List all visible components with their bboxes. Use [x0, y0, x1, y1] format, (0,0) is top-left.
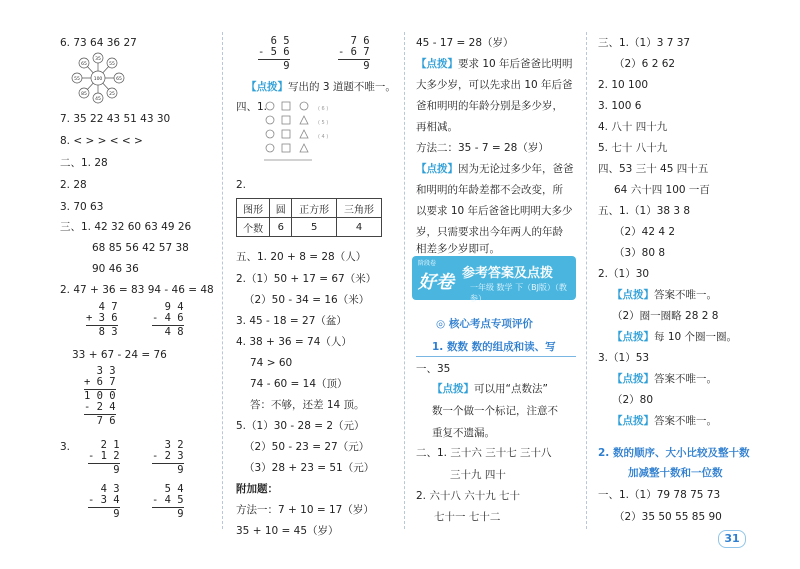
answer-line: 3. 45 - 18 = 27（盆）	[236, 315, 347, 327]
answer-line: （3）28 + 23 = 51（元）	[244, 462, 375, 474]
svg-text:( 6 ): ( 6 )	[318, 106, 329, 112]
answer-line: 方法一：7 + 10 = 17（岁）	[236, 504, 374, 516]
tip-label: 【点拨】	[416, 163, 458, 175]
tip-line: 【点拨】要求 10 年后爸爸比明明	[416, 58, 573, 70]
answer-line: 五、1.（1）38 3 8	[598, 205, 691, 217]
vertical-calc: 6 5 - 5 6 9	[258, 35, 290, 72]
tip-line: 以要求 10 年后爸爸比明明大多少	[416, 205, 573, 217]
web-node: 35	[95, 57, 101, 62]
answer-line: 一、1.（1）79 78 75 73	[598, 489, 721, 501]
answer-line: 74 > 60	[250, 357, 293, 369]
banner-subtitle: 一年级 数学 下（BJ版）（教参）	[470, 283, 567, 303]
tip-line: 【点拨】因为无论过多少年，爸爸	[416, 163, 574, 175]
svg-text:( 5 ): ( 5 )	[318, 120, 329, 126]
tip-line: 重复不遗漏。	[432, 427, 495, 439]
table-cell: 个数	[237, 218, 270, 237]
answer-line: 2. 六十八 六十九 七十	[416, 490, 521, 502]
subsection-heading: 加减整十数和一位数	[628, 467, 723, 479]
answer-line: （2）42 4 2	[614, 226, 676, 238]
tip-line: 和明明的年龄差都不会改变，所	[416, 184, 563, 196]
answer-line: （2）50 - 34 = 16（米）	[244, 294, 370, 306]
extra-heading: 附加题：	[236, 483, 278, 495]
answer-line: （2）50 - 23 = 27（元）	[244, 441, 370, 453]
divider	[416, 356, 576, 357]
vertical-calc: 7 6 - 6 7 9	[338, 35, 370, 72]
answer-line: 2. 47 + 36 = 83 94 - 46 = 48	[60, 284, 214, 296]
tip-line: 大多少岁，可以先求出 10 年后爸	[416, 79, 573, 91]
vertical-calc: 3 3 + 6 7 1 0 0 - 2 4 7 6	[84, 365, 116, 427]
answer-line: 四、1.	[236, 101, 268, 113]
answer-line: 3. 70 63	[60, 201, 104, 213]
answer-line: 45 - 17 = 28（岁）	[416, 37, 514, 49]
tip-label: 【点拨】	[246, 81, 288, 93]
tip-line: 【点拨】答案不唯一。	[612, 373, 717, 385]
answer-line: （2）圈一圈略 28 2 8	[612, 310, 719, 322]
tip-line: 【点拨】可以用“点数法”	[432, 383, 548, 395]
table-cell: 6	[270, 218, 292, 237]
tip-line: 再相减。	[416, 121, 458, 133]
answer-line: 2.	[236, 179, 247, 191]
answer-line: 35 + 10 = 45（岁）	[236, 525, 339, 537]
table-header: 三角形	[337, 199, 382, 218]
answer-line: 3.	[60, 441, 71, 453]
answer-line: 答：不够，还差 14 顶。	[250, 399, 365, 411]
table-header: 圆	[270, 199, 292, 218]
tip-line: 【点拨】答案不唯一。	[612, 289, 717, 301]
answer-line: （2）35 50 55 85 90	[614, 511, 722, 523]
table-header: 图形	[237, 199, 270, 218]
svg-text:( 4 ): ( 4 )	[318, 134, 329, 140]
answer-line: 8. < > > < < >	[60, 135, 143, 147]
answer-line: 3. 100 6	[598, 100, 642, 112]
web-node: 25	[109, 92, 115, 97]
section-heading: ◎ 核心考点专项评价	[436, 318, 533, 330]
answer-line: 七十一 七十二	[434, 511, 501, 523]
answer-line: 68 85 56 42 57 38	[92, 242, 189, 254]
tip-line: 【点拨】写出的 3 道题不唯一。	[246, 81, 396, 93]
vertical-calc: 5 4 - 4 5 9	[152, 483, 184, 520]
answer-line: 3.（1）53	[598, 352, 650, 364]
tip-label: 【点拨】	[432, 383, 474, 395]
web-center: 100	[93, 77, 103, 82]
table-header: 正方形	[292, 199, 337, 218]
answer-line: 四、53 三十 45 四十五	[598, 163, 709, 175]
answer-line: 5. 七十 八十九	[598, 142, 668, 154]
count-table	[236, 198, 382, 237]
answer-line: 三、1. 42 32 60 63 49 26	[60, 221, 192, 233]
page-number: 31	[718, 530, 746, 548]
answer-line: （2）80	[612, 394, 654, 406]
answer-line: 三十九 四十	[450, 469, 506, 481]
vertical-calc: 3 2 - 2 3 9	[152, 439, 184, 476]
tip-line: 相差多少岁即可。	[416, 243, 500, 255]
tip-line: 岁，只需要求出今年两人的年龄	[416, 226, 563, 238]
answer-line: 4. 八十 四十九	[598, 121, 668, 133]
column-divider	[222, 32, 223, 529]
answer-line: （2）6 2 62	[614, 58, 676, 70]
answer-line: 2. 28	[60, 179, 87, 191]
tip-label: 【点拨】	[612, 373, 654, 385]
answer-line: 74 - 60 = 14（顶）	[250, 378, 348, 390]
answer-line: 2.（1）30	[598, 268, 650, 280]
title-banner: 阶段卷 好卷 参考答案及点拨 一年级 数学 下（BJ版）（教参）	[412, 256, 576, 300]
answer-line: 90 46 36	[92, 263, 139, 275]
answer-line: 三、1.（1）3 7 37	[598, 37, 691, 49]
tip-line: 爸和明明的年龄分别是多少岁，	[416, 100, 563, 112]
column-divider	[586, 32, 587, 529]
subsection-heading: 1. 数数 数的组成和读、写	[432, 341, 556, 353]
answer-line: 5.（1）30 - 28 = 2（元）	[236, 420, 365, 432]
column-divider	[404, 32, 405, 529]
banner-title: 参考答案及点拨	[462, 266, 554, 281]
number-web-diagram	[70, 52, 126, 104]
answer-line: 二、1. 三十六 三十七 三十八	[416, 447, 552, 459]
tip-line: 【点拨】每 10 个圈一圈。	[612, 331, 738, 343]
answer-line: 4. 38 + 36 = 74（人）	[236, 336, 352, 348]
answer-line: 二、1. 28	[60, 157, 108, 169]
vertical-calc: 2 1 - 1 2 9	[88, 439, 120, 476]
answer-line: 2.（1）50 + 17 = 67（米）	[236, 273, 377, 285]
tip-label: 【点拨】	[612, 415, 654, 427]
answer-line: 五、1. 20 + 8 = 28（人）	[236, 251, 367, 263]
vertical-calc: 4 3 - 3 4 9	[88, 483, 120, 520]
answer-line: 33 + 67 - 24 = 76	[72, 349, 167, 361]
web-node: 65	[116, 77, 122, 82]
vertical-calc: 4 7 + 3 6 8 3	[86, 301, 118, 338]
answer-line: 7. 35 22 43 51 43 30	[60, 113, 171, 125]
shape-picture	[260, 98, 352, 168]
answer-line: 方法二：35 - 7 = 28（岁）	[416, 142, 549, 154]
tip-label: 【点拨】	[416, 58, 458, 70]
tip-line: 【点拨】答案不唯一。	[612, 415, 717, 427]
answer-line: 64 六十四 100 一百	[614, 184, 710, 196]
answer-line: （3）80 8	[614, 247, 666, 259]
subsection-heading: 2. 数的顺序、大小比较及整十数	[598, 447, 750, 459]
web-node: 55	[74, 77, 80, 82]
vertical-calc: 9 4 - 4 6 4 8	[152, 301, 184, 338]
answer-line: 2. 10 100	[598, 79, 649, 91]
table-cell: 5	[292, 218, 337, 237]
logo: 好卷	[418, 272, 454, 293]
web-node: 65	[81, 62, 87, 67]
web-node: 85	[81, 92, 87, 97]
web-node: 55	[109, 62, 115, 67]
web-node: 45	[95, 97, 101, 102]
table-cell: 4	[337, 218, 382, 237]
tip-label: 【点拨】	[612, 331, 654, 343]
tip-label: 【点拨】	[612, 289, 654, 301]
answer-line: 一、35	[416, 363, 451, 375]
answer-line: 6. 73 64 36 27	[60, 37, 137, 49]
tip-line: 数一个做一个标记，注意不	[432, 405, 558, 417]
